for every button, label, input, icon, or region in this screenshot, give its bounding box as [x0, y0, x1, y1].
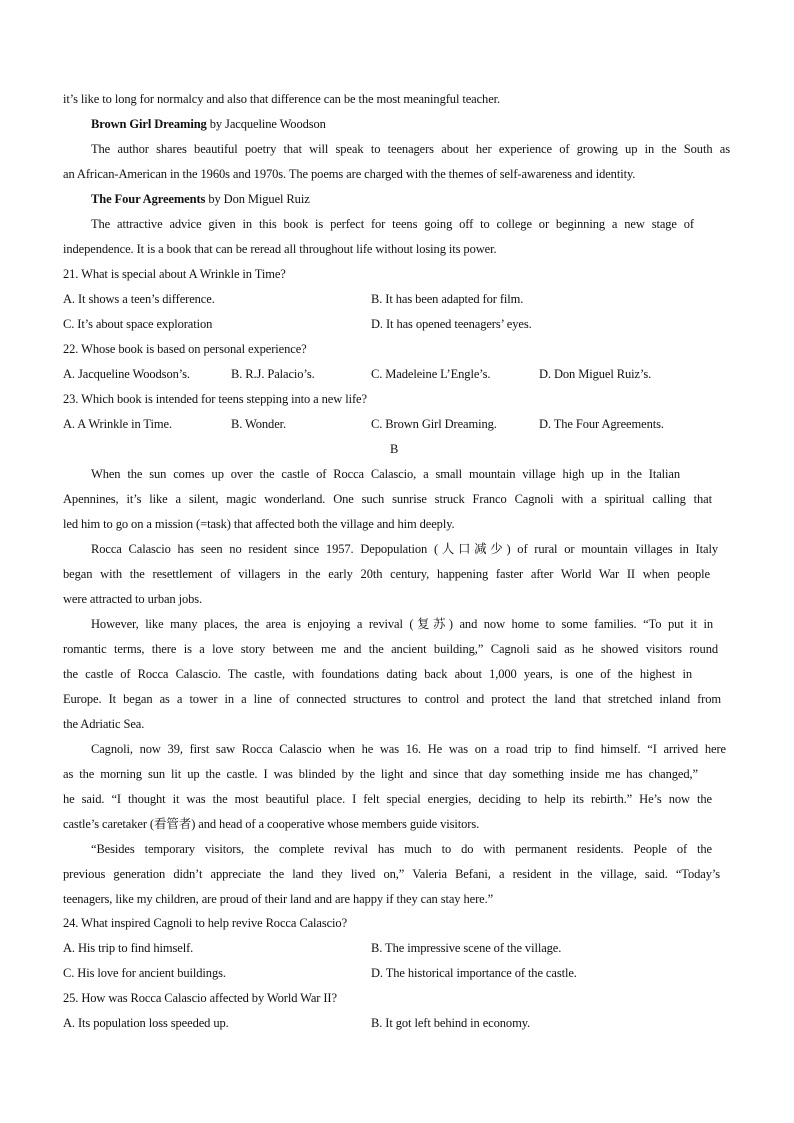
passage-b-line: teenagers, like my children, are proud of their land and are happy if they can stay here.”: [63, 892, 494, 906]
passage-b-line: romantic terms, there is a love story between me and the ancient building,” Cagnoli said as he showed visitors round: [63, 642, 718, 656]
passage-b-line: When the sun comes up over the castle of Rocca Calascio, a small mountain village high up in the Italian: [91, 467, 680, 481]
question-stem-25: 25. How was Rocca Calascio affected by World War II?: [63, 991, 337, 1005]
option-21-c: C. It’s about space exploration: [63, 317, 213, 331]
option-25-a: A. Its population loss speeded up.: [63, 1016, 229, 1030]
passage-b-line: However, like many places, the area is enjoying a revival (复苏) and now home to some families. “To put it in: [91, 617, 713, 631]
option-23-d: D. The Four Agreements.: [539, 417, 664, 431]
passage-b-line: castle’s caretaker (看管者) and head of a cooperative whose members guide visitors.: [63, 817, 480, 831]
book-description-line: The author shares beautiful poetry that will speak to teenagers about her experience of growing up in the South as: [91, 142, 730, 156]
option-24-d: D. The historical importance of the castle.: [371, 966, 577, 980]
option-22-b: B. R.J. Palacio’s.: [231, 367, 315, 381]
question-stem-22: 22. Whose book is based on personal experience?: [63, 342, 307, 356]
book-author: by Jacqueline Woodson: [206, 117, 326, 131]
book-description-line: The attractive advice given in this book is perfect for teens going off to college or beginning a new stage of: [91, 217, 694, 231]
passage-b-line: previous generation didn’t appreciate the land they lived on,” Valeria Befani, a resident in the village, said. “Today’s: [63, 867, 720, 881]
option-21-a: A. It shows a teen’s difference.: [63, 292, 215, 306]
option-23-b: B. Wonder.: [231, 417, 287, 431]
option-22-d: D. Don Miguel Ruiz’s.: [539, 367, 652, 381]
passage-b-line: Cagnoli, now 39, first saw Rocca Calascio when he was 16. He was on a road trip to find himself. “I arrived here: [91, 742, 726, 756]
passage-b-line: the castle of Rocca Calascio. The castle, with foundations dating back about 1,000 years, is one of the highest in: [63, 667, 692, 681]
book-author: by Don Miguel Ruiz: [205, 192, 310, 206]
book-description-line: independence. It is a book that can be reread all throughout life without losing its power.: [63, 242, 497, 256]
passage-b-line: Europe. It began as a tower in a line of connected structures to control and protect the land that stretched inland from: [63, 692, 721, 706]
option-24-b: B. The impressive scene of the village.: [371, 941, 562, 955]
option-24-c: C. His love for ancient buildings.: [63, 966, 226, 980]
passage-b-line: the Adriatic Sea.: [63, 717, 145, 731]
passage-b-line: he said. “I thought it was the most beautiful place. I felt special energies, deciding to help its rebirth.” He’s now the: [63, 792, 712, 806]
passage-a-closing-line: it’s like to long for normalcy and also that difference can be the most meaningful teacher.: [63, 92, 501, 106]
option-23-c: C. Brown Girl Dreaming.: [371, 417, 497, 431]
section-b-heading: B: [390, 442, 399, 456]
question-stem-23: 23. Which book is intended for teens stepping into a new life?: [63, 392, 367, 406]
option-21-d: D. It has opened teenagers’ eyes.: [371, 317, 532, 331]
passage-b-line: “Besides temporary visitors, the complete revival has much to do with permanent residents. People of the: [91, 842, 712, 856]
option-25-b: B. It got left behind in economy.: [371, 1016, 531, 1030]
passage-b-line: were attracted to urban jobs.: [63, 592, 203, 606]
option-21-b: B. It has been adapted for film.: [371, 292, 524, 306]
passage-b-line: as the morning sun lit up the castle. I was blinded by the light and since that day something inside me has changed,”: [63, 767, 698, 781]
question-stem-21: 21. What is special about A Wrinkle in Time?: [63, 267, 286, 281]
option-22-a: A. Jacqueline Woodson’s.: [63, 367, 190, 381]
passage-b-line: began with the resettlement of villagers in the early 20th century, happening faster after World War II when people: [63, 567, 710, 581]
book-heading-four-agreements: [91, 191, 310, 207]
option-24-a: A. His trip to find himself.: [63, 941, 194, 955]
book-heading-brown-girl-dreaming: [91, 116, 326, 132]
passage-b-line: Rocca Calascio has seen no resident since 1957. Depopulation (人口减少) of rural or mountain villages in Italy: [91, 542, 718, 556]
passage-b-line: led him to go on a mission (=task) that affected both the village and him deeply.: [63, 517, 455, 531]
passage-b-line: Apennines, it’s like a silent, magic wonderland. One such sunrise struck Franco Cagnoli with a spiritual calling that: [63, 492, 712, 506]
book-title: Brown Girl Dreaming: [91, 117, 207, 131]
option-22-c: C. Madeleine L’Engle’s.: [371, 367, 491, 381]
book-description-line: an African-American in the 1960s and 1970s. The poems are charged with the themes of self-awareness and identity.: [63, 167, 636, 181]
question-stem-24: 24. What inspired Cagnoli to help revive Rocca Calascio?: [63, 916, 348, 930]
book-title: The Four Agreements: [91, 192, 206, 206]
option-23-a: A. A Wrinkle in Time.: [63, 417, 172, 431]
